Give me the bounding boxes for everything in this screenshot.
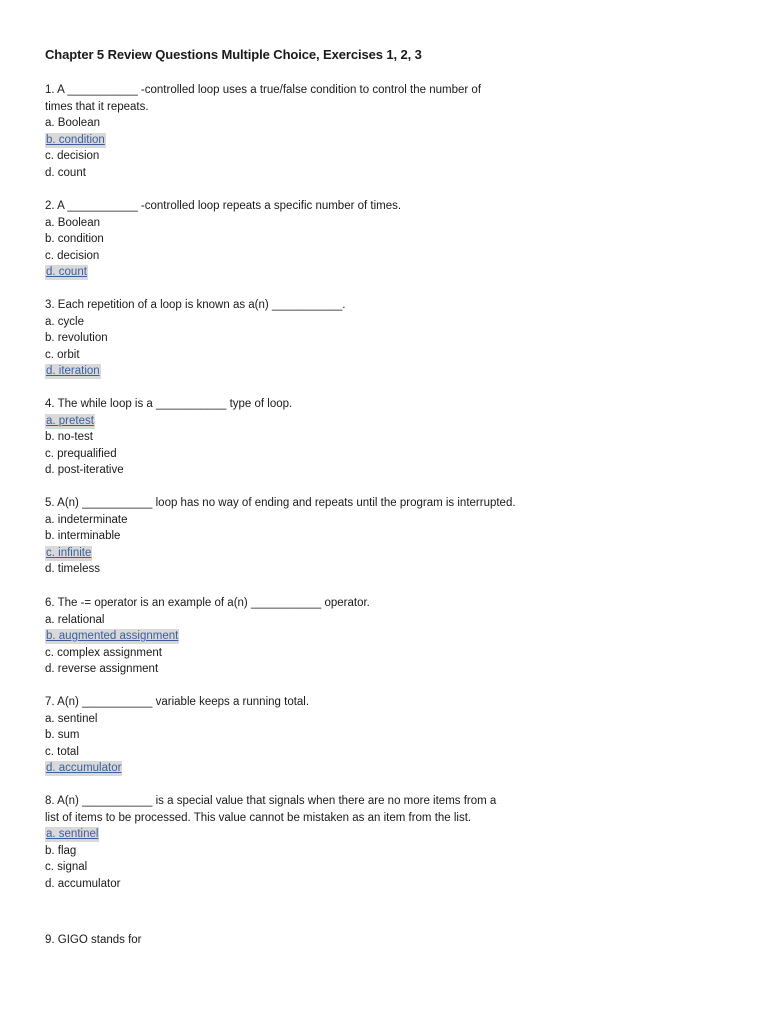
answer-option: c. decision [45,249,100,262]
answer-option: c. decision [45,150,100,163]
answer-option: c. total [45,745,79,758]
highlighted-answer: b. condition [46,133,105,146]
answer-option: b. flag [45,844,77,857]
question-stem: list of items to be processed. This value cannot be mistaken as an item from the list. [45,811,472,824]
question-stem: 8. A(n) ___________ is a special value that signals when there are no more items from a [45,795,497,807]
correct-answer-option [45,363,545,380]
highlighted-answer: d. count [46,266,87,279]
question-1 [45,82,545,182]
highlighted-answer: a. pretest [46,414,94,427]
question-stem: 6. The -= operator is an example of a(n) ___________ operator. [45,597,370,609]
correct-answer-option [45,760,545,777]
question-7 [45,694,545,777]
answer-option: d. accumulator [45,877,121,890]
answer-option: d. reverse assignment [45,663,159,676]
answer-option: c. prequalified [45,447,117,460]
answer-option: b. revolution [45,332,108,345]
correct-answer-option [45,413,545,430]
question-stem: 4. The while loop is a ___________ type of loop. [45,398,293,410]
answer-option: a. Boolean [45,117,100,130]
answer-option: a. cycle [45,315,84,328]
question-6 [45,595,545,678]
question-9 [45,932,545,949]
question-stem: 9. GIGO stands for [45,934,142,946]
question-stem: times that it repeats. [45,100,149,113]
question-2 [45,198,545,281]
answer-option: a. relational [45,613,105,626]
answer-option: a. indeterminate [45,513,128,526]
highlighted-answer: d. iteration [46,365,100,378]
answer-option: b. interminable [45,530,121,543]
answer-option: c. orbit [45,348,80,361]
question-stem: 5. A(n) ___________ loop has no way of ending and repeats until the program is interrupted. [45,497,516,509]
highlighted-answer: c. infinite [46,546,92,559]
question-stem: 1. A ___________ -controlled loop uses a true/false condition to control the number of [45,84,482,96]
question-stem: 3. Each repetition of a loop is known as a(n) ___________. [45,299,346,311]
question-3 [45,297,545,380]
correct-answer-option [45,545,545,562]
question-8 [45,793,545,893]
correct-answer-option [45,132,545,149]
highlighted-answer: d. accumulator [46,762,122,775]
correct-answer-option [45,628,545,645]
answer-option: d. post-iterative [45,464,124,477]
highlighted-answer: a. sentinel [46,828,99,841]
answer-option: b. sum [45,729,80,742]
answer-option: d. timeless [45,563,100,576]
answer-option: b. condition [45,233,104,246]
correct-answer-option [45,826,545,843]
page-title: Chapter 5 Review Questions Multiple Choice, Exercises 1, 2, 3 [45,47,422,62]
answer-option: b. no-test [45,431,93,444]
highlighted-answer: b. augmented assignment [46,630,179,643]
answer-option: c. complex assignment [45,646,162,659]
answer-option: d. count [45,166,86,179]
question-stem: 2. A ___________ -controlled loop repeats a specific number of times. [45,200,402,212]
correct-answer-option [45,264,545,281]
answer-option: a. sentinel [45,712,98,725]
question-stem: 7. A(n) ___________ variable keeps a running total. [45,696,310,708]
question-5 [45,495,545,578]
answer-option: c. signal [45,861,88,874]
question-4 [45,396,545,479]
answer-option: a. Boolean [45,216,100,229]
